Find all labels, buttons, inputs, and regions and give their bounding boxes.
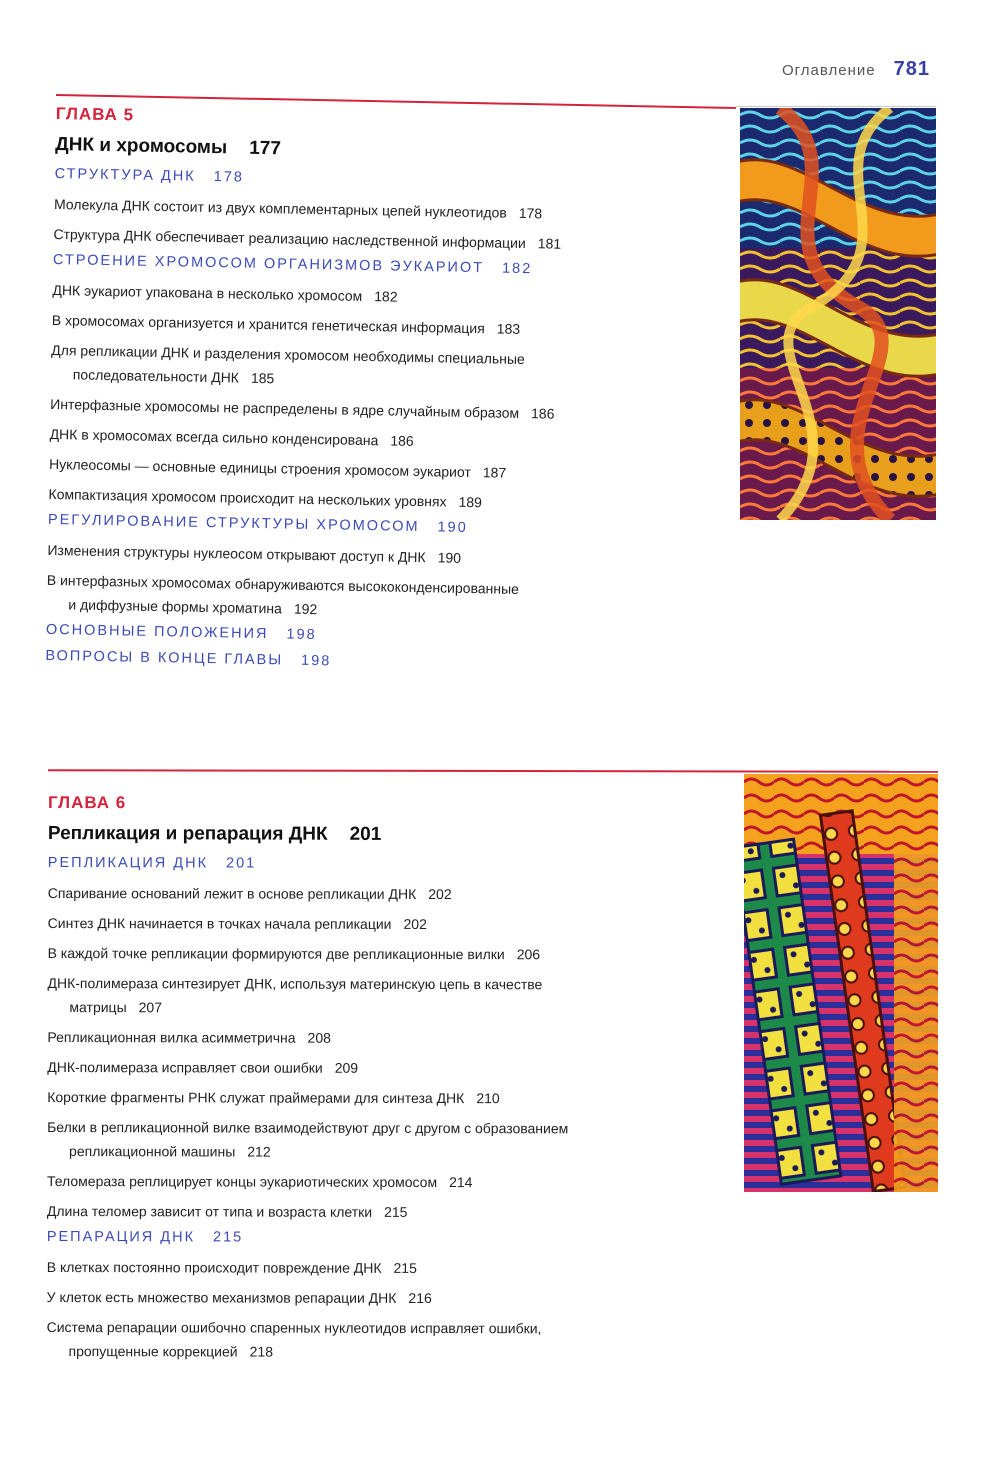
toc-entry[interactable] bbox=[47, 1255, 687, 1281]
section-title: СТРУКТУРА ДНК bbox=[54, 165, 196, 185]
toc-entry[interactable] bbox=[52, 308, 612, 343]
chapter-title[interactable] bbox=[55, 134, 615, 167]
chapter-sections bbox=[47, 855, 688, 1365]
entry-page: 210 bbox=[476, 1090, 500, 1107]
toc-entry[interactable] bbox=[48, 482, 608, 517]
chapter-label: ГЛАВА 5 bbox=[55, 104, 135, 125]
entry-page: 182 bbox=[374, 288, 398, 305]
entry-text: Структура ДНК обеспечивает реализацию наследственной информации bbox=[53, 225, 526, 252]
chapter-page: 177 bbox=[248, 137, 282, 160]
section-page: 215 bbox=[213, 1229, 244, 1246]
entry-page: 186 bbox=[530, 405, 555, 422]
section-heading[interactable] bbox=[48, 855, 688, 873]
entry-text: В интерфазных хромосомах обнаруживаются высококонденсированные bbox=[46, 571, 520, 597]
entry-text: Компактизация хромосом происходит на нескольких уровнях bbox=[48, 485, 447, 510]
section-title: РЕПАРАЦИЯ ДНК bbox=[46, 1228, 196, 1246]
toc-entry[interactable] bbox=[54, 192, 614, 227]
entry-text: Изменения структуры нуклеосом открывают доступ к ДНК bbox=[47, 541, 426, 566]
entry-page: 212 bbox=[247, 1143, 271, 1160]
section-page: 182 bbox=[501, 260, 533, 278]
entry-continuation bbox=[51, 362, 611, 397]
entry-page: 178 bbox=[518, 204, 543, 222]
toc-entry[interactable] bbox=[48, 941, 688, 967]
entry-page: 192 bbox=[293, 600, 318, 618]
toc-entry[interactable] bbox=[49, 452, 609, 487]
entry-page: 218 bbox=[249, 1343, 274, 1360]
chapter-title-text: Репликация и репарация ДНК bbox=[47, 822, 328, 845]
entry-page: 216 bbox=[408, 1289, 432, 1307]
entry-text: Теломераза реплицирует концы эукариотических хромосом bbox=[46, 1172, 438, 1191]
section-title: РЕГУЛИРОВАНИЕ СТРУКТУРЫ ХРОМОСОМ bbox=[47, 511, 420, 536]
entry-text: В клетках постоянно происходит повреждение ДНК bbox=[46, 1258, 382, 1276]
toc-entry[interactable] bbox=[47, 1285, 687, 1311]
toc-entry[interactable] bbox=[47, 538, 607, 573]
section-heading[interactable] bbox=[47, 1229, 687, 1247]
entry-text: В каждой точке репликации формируются две репликационные вилки bbox=[47, 944, 505, 963]
toc-entry[interactable] bbox=[53, 222, 613, 257]
entry-page: 183 bbox=[496, 320, 521, 337]
entry-text: ДНК-полимераза синтезирует ДНК, используя материнскую цепь в качестве bbox=[47, 974, 543, 993]
entry-text: Синтез ДНК начинается в точках начала репликации bbox=[47, 914, 392, 932]
entry-text: Репликационная вилка асимметрична bbox=[47, 1028, 296, 1046]
entry-continuation bbox=[47, 1139, 687, 1165]
entry-text-line2: последовательности ДНК bbox=[72, 366, 240, 386]
entry-text: Белки в репликационной вилке взаимодействуют друг с другом с образованием bbox=[47, 1118, 569, 1137]
section-page: 178 bbox=[213, 169, 245, 186]
toc-entry[interactable] bbox=[47, 1199, 687, 1225]
entry-page: 202 bbox=[428, 885, 452, 903]
entry-text: ДНК эукариот упакована в несколько хромосом bbox=[52, 281, 363, 304]
entry-page: 187 bbox=[482, 464, 507, 481]
entry-text: Короткие фрагменты РНК служат праймерами для синтеза ДНК bbox=[47, 1088, 465, 1107]
entry-continuation bbox=[47, 1339, 687, 1365]
entry-text: У клеток есть множество механизмов репарации ДНК bbox=[46, 1288, 397, 1306]
chapter6-rule bbox=[48, 769, 938, 773]
toc-entry[interactable] bbox=[47, 1025, 687, 1051]
toc-entry[interactable] bbox=[47, 971, 687, 1021]
section-heading[interactable] bbox=[45, 648, 605, 675]
entry-page: 181 bbox=[537, 235, 562, 252]
chapter-page: 201 bbox=[349, 823, 382, 845]
page-number: 781 bbox=[893, 58, 930, 80]
chapter-title-text: ДНК и хромосомы bbox=[55, 133, 228, 159]
entry-page: 208 bbox=[307, 1029, 331, 1046]
folk-pattern-art bbox=[744, 774, 938, 1192]
entry-text: Молекула ДНК состоит из двух комплементарных цепей нуклеотидов bbox=[53, 195, 507, 221]
chapter-sections bbox=[45, 166, 614, 675]
entry-text: Система репарации ошибочно спаренных нуклеотидов исправляет ошибки, bbox=[46, 1318, 542, 1337]
dna-pattern-illustration bbox=[740, 108, 936, 520]
entry-text-line2: и диффузные формы хроматина bbox=[68, 596, 283, 617]
entry-text: ДНК в хромосомах всегда сильно конденсирована bbox=[49, 425, 379, 449]
chapter-6 bbox=[46, 793, 688, 1371]
entry-page: 209 bbox=[334, 1059, 359, 1076]
section-title: ОСНОВНЫЕ ПОЛОЖЕНИЯ bbox=[45, 621, 269, 643]
section-heading[interactable] bbox=[48, 512, 608, 539]
entry-page: 214 bbox=[449, 1174, 473, 1191]
entry-text-line2: матрицы bbox=[69, 999, 127, 1016]
entry-page: 202 bbox=[403, 915, 427, 932]
toc-entry[interactable] bbox=[47, 1085, 687, 1111]
toc-entry[interactable] bbox=[47, 1055, 687, 1081]
toc-entry[interactable] bbox=[50, 392, 610, 427]
chapter-label: ГЛАВА 6 bbox=[47, 793, 127, 813]
entry-text: В хромосомах организуется и хранится генетическая информация bbox=[51, 311, 485, 337]
section-page: 201 bbox=[226, 855, 257, 872]
chapter-5 bbox=[45, 104, 616, 685]
dna-helix-art bbox=[740, 108, 936, 520]
pattern-illustration bbox=[744, 774, 938, 1192]
entry-text: ДНК-полимераза исправляет свои ошибки bbox=[47, 1058, 323, 1076]
section-page: 198 bbox=[286, 626, 317, 644]
running-header bbox=[782, 58, 930, 81]
entry-page: 215 bbox=[384, 1203, 408, 1220]
running-header-title: Оглавление bbox=[781, 62, 876, 79]
entry-continuation bbox=[46, 592, 606, 627]
entry-text: Спаривание оснований лежит в основе репликации ДНК bbox=[47, 884, 417, 902]
toc-entry[interactable] bbox=[49, 422, 609, 457]
entry-text: Нуклеосомы — основные единицы строения хромосом эукариот bbox=[48, 455, 472, 481]
chapter-title[interactable] bbox=[48, 823, 688, 847]
entry-continuation bbox=[47, 995, 687, 1021]
entry-page: 207 bbox=[138, 999, 163, 1016]
entry-page: 206 bbox=[516, 946, 541, 963]
toc-entry[interactable] bbox=[48, 881, 688, 907]
section-heading[interactable] bbox=[55, 166, 615, 193]
toc-entry[interactable] bbox=[47, 1169, 687, 1195]
section-title: СТРОЕНИЕ ХРОМОСОМ ОРГАНИЗМОВ ЭУКАРИОТ bbox=[52, 251, 485, 277]
header-rule bbox=[736, 106, 936, 107]
entry-page: 215 bbox=[393, 1259, 417, 1276]
toc-entry[interactable] bbox=[47, 1115, 687, 1165]
entry-page: 185 bbox=[250, 369, 275, 387]
section-title: ВОПРОСЫ В КОНЦЕ ГЛАВЫ bbox=[45, 647, 284, 669]
section-heading[interactable] bbox=[53, 252, 613, 279]
section-heading[interactable] bbox=[46, 622, 606, 649]
section-page: 198 bbox=[300, 652, 332, 670]
entry-page: 189 bbox=[458, 493, 483, 511]
entry-text: Для репликации ДНК и разделения хромосом необходимы специальные bbox=[51, 341, 525, 368]
toc-entry[interactable] bbox=[48, 911, 688, 937]
entry-text: Длина теломер зависит от типа и возраста клетки bbox=[46, 1202, 373, 1220]
entry-text-line2: репликационной машины bbox=[69, 1143, 236, 1160]
toc-entry[interactable] bbox=[46, 568, 607, 627]
section-title: РЕПЛИКАЦИЯ ДНК bbox=[47, 854, 209, 872]
toc-entry[interactable] bbox=[47, 1315, 687, 1365]
entry-text-line2: пропущенные коррекцией bbox=[68, 1343, 238, 1360]
toc-entry[interactable] bbox=[51, 338, 612, 397]
entry-page: 186 bbox=[390, 432, 414, 449]
entry-text: Интерфазные хромосомы не распределены в ядре случайным образом bbox=[50, 395, 520, 421]
section-page: 190 bbox=[437, 519, 468, 536]
entry-page: 190 bbox=[437, 549, 462, 566]
toc-entry[interactable] bbox=[52, 278, 612, 313]
